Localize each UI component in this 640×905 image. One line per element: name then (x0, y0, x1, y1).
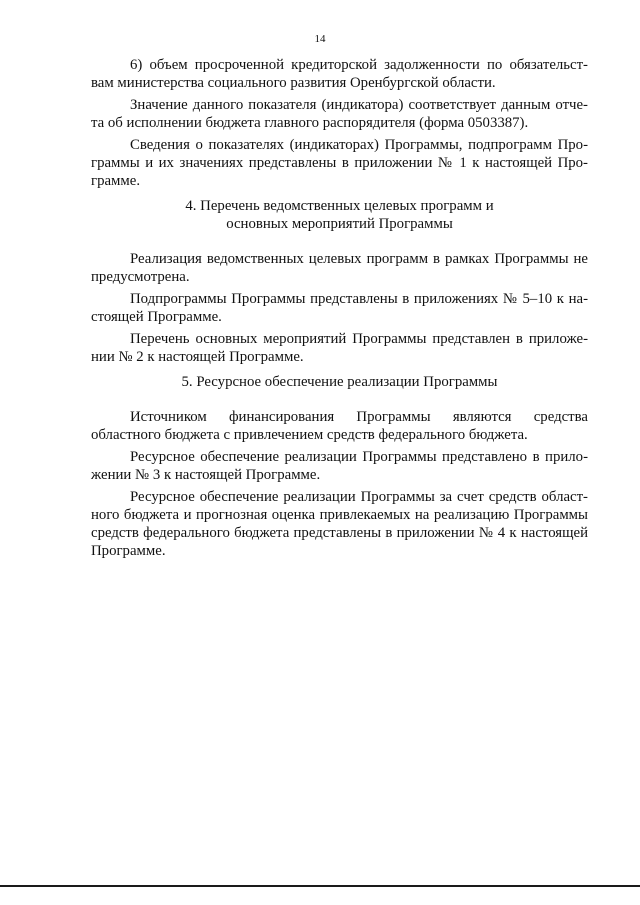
paragraph-line: Ресурсное обеспечение реализации Программы за счет средств област- (130, 489, 588, 505)
paragraph-line: Подпрограммы Программы представлены в приложениях № 5–10 к на- (130, 291, 588, 307)
section-heading: 4. Перечень ведомственных целевых программ и (185, 198, 494, 214)
paragraph-line: та об исполнении бюджета главного распорядителя (форма 0503387). (91, 115, 529, 131)
footer-rule (0, 885, 640, 887)
paragraph-line: Перечень основных мероприятий Программы представлен в приложе- (130, 331, 588, 347)
paragraph-line: Программе. (91, 543, 166, 559)
paragraph-line: Сведения о показателях (индикаторах) Программы, подпрограмм Про- (130, 137, 588, 153)
page-number: 14 (314, 33, 326, 45)
paragraph-line: вам министерства социального развития Оренбургской области. (91, 75, 496, 91)
paragraph-line: ного бюджета и прогнозная оценка привлекаемых на реализацию Программы (91, 507, 588, 523)
paragraph-line: жении № 3 к настоящей Программе. (91, 467, 321, 483)
paragraph-line: граммы и их значениях представлены в приложении № 1 к настоящей Про- (91, 155, 588, 171)
paragraph-line: Источником финансирования Программы являются средства (130, 409, 588, 425)
paragraph-line: нии № 2 к настоящей Программе. (91, 349, 304, 365)
paragraph-line: Значение данного показателя (индикатора) соответствует данным отче- (130, 97, 588, 113)
paragraph-line: грамме. (91, 173, 141, 189)
paragraph-line: 6) объем просроченной кредиторской задолженности по обязательст- (130, 57, 588, 73)
paragraph-line: стоящей Программе. (91, 309, 222, 325)
paragraph-line: Ресурсное обеспечение реализации Программы представлено в прило- (130, 449, 588, 465)
paragraph-line: средств федерального бюджета представлены в приложении № 4 к настоящей (91, 525, 588, 541)
section-heading: основных мероприятий Программы (226, 216, 453, 232)
paragraph-line: областного бюджета с привлечением средств федерального бюджета. (91, 427, 528, 443)
paragraph-line: Реализация ведомственных целевых программ в рамках Программы не (130, 251, 588, 267)
paragraph-line: предусмотрена. (91, 269, 190, 285)
section-heading: 5. Ресурсное обеспечение реализации Программы (181, 374, 498, 390)
